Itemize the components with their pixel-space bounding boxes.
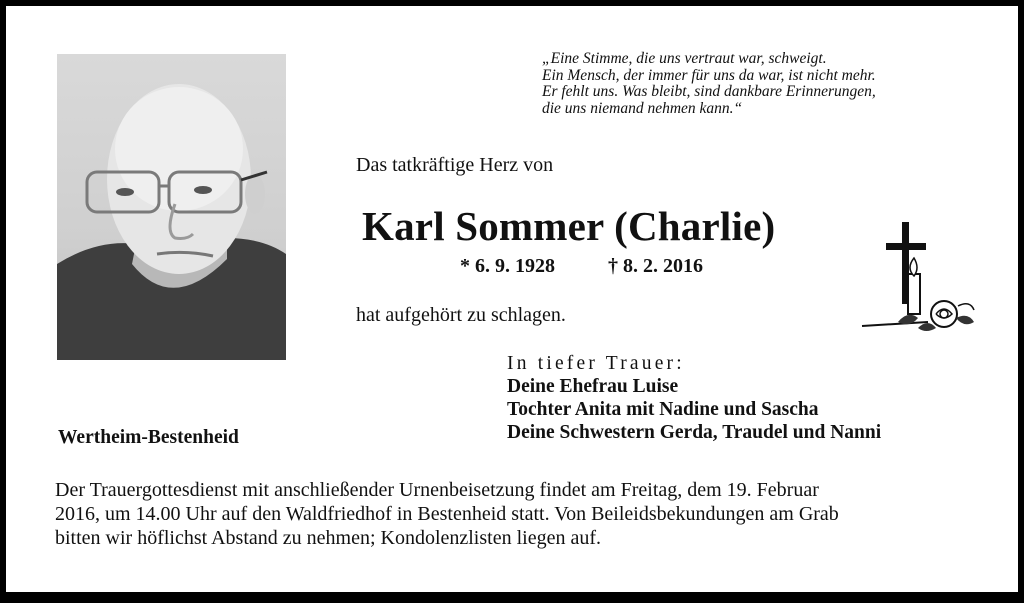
portrait-photo: [57, 54, 286, 360]
life-dates: [460, 255, 703, 278]
mourning-block: [507, 352, 881, 444]
mourner-line: Deine Schwestern Gerda, Traudel und Nanni: [507, 422, 882, 443]
quote-line: Er fehlt uns. Was bleibt, sind dankbare Erinnerungen,: [542, 83, 876, 100]
birth-date: * 6. 9. 1928: [460, 255, 555, 277]
notice-line: bitten wir höflichst Abstand zu nehmen; Kondolenzlisten liegen auf.: [55, 527, 601, 549]
outro-text: hat aufgehört zu schlagen.: [356, 304, 566, 326]
funeral-notice: [55, 478, 995, 550]
intro-text: Das tatkräftige Herz von: [356, 154, 554, 176]
place-name: Wertheim-Bestenheid: [58, 427, 239, 448]
quote-line: die uns niemand nehmen kann.“: [542, 99, 743, 117]
notice-line: 2016, um 14.00 Uhr auf den Waldfriedhof in Bestenheid statt. Von Beileidsbekundungen am Grab: [55, 503, 839, 525]
mourning-heading: In tiefer Trauer:: [507, 353, 685, 374]
quote-block: [542, 51, 876, 117]
quote-line: „Eine Stimme, die uns vertraut war, schweigt.: [542, 50, 827, 67]
death-date: † 8. 2. 2016: [608, 255, 703, 277]
mourner-line: Tochter Anita mit Nadine und Sascha: [507, 399, 819, 420]
obituary-card: [6, 6, 1018, 592]
quote-line: Ein Mensch, der immer für uns da war, ist nicht mehr.: [542, 66, 876, 84]
mourner-line: Deine Ehefrau Luise: [507, 376, 679, 397]
notice-line: Der Trauergottesdienst mit anschließender Urnenbeisetzung findet am Freitag, dem 19. Februar: [55, 479, 819, 501]
deceased-name: Karl Sommer (Charlie): [362, 203, 776, 249]
cross-candle-rose-icon: [858, 218, 978, 338]
